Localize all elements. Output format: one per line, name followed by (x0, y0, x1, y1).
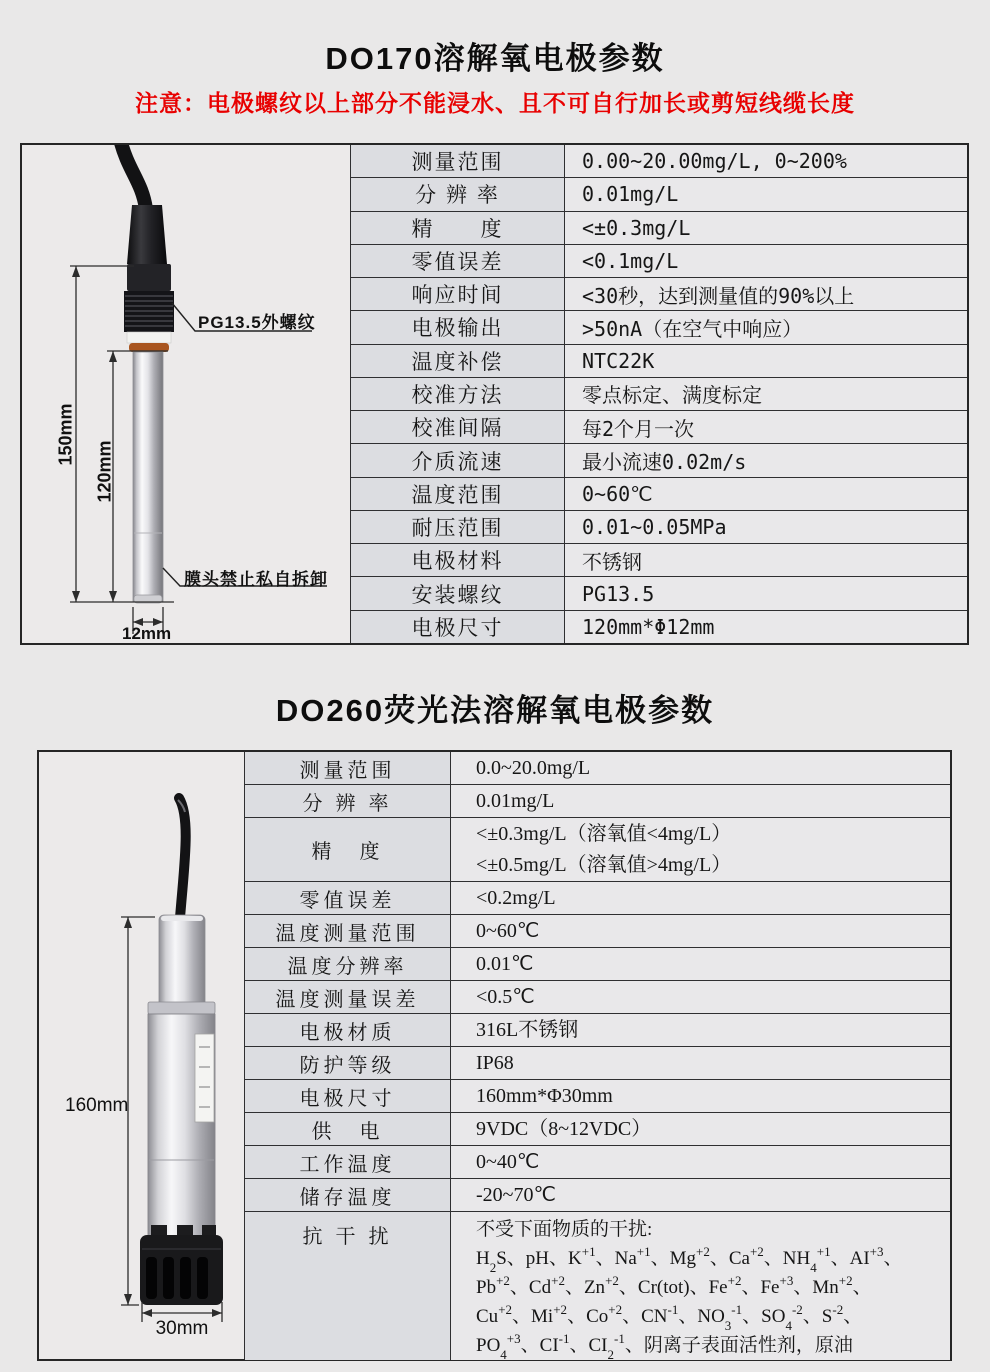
spec-value-line: $PO_4^{+3}$、$CI^{-1}$、$CI_2^{-1}$、阴离子表面活性剂，原油 (476, 1330, 853, 1362)
table-row (351, 577, 967, 610)
spec-label: 零值误差 (245, 882, 451, 914)
spec-value-line: $H_2S$、pH、$K^{+1}$、$Na^{+1}$、$Mg^{+2}$、$Ca^{+2}$、$NH_4^{+1}$、$AI^{+3}$、 (476, 1243, 903, 1275)
spec-label: 温度补偿 (351, 345, 565, 377)
spec-label: 供 电 (245, 1113, 451, 1145)
spec-value: 0.0~20.0mg/L (476, 756, 591, 779)
spec-label: 储存温度 (245, 1179, 451, 1211)
table-row (351, 544, 967, 577)
do260-panel (37, 750, 952, 1361)
spec-value: NTC22K (565, 345, 967, 377)
spec-value: 0.00~20.00mg/L, 0~200% (565, 145, 967, 177)
spec-label: 分 辨 率 (245, 785, 451, 817)
spec-value: >50nA（在空气中响应） (565, 311, 967, 343)
spec-value: <0.5℃ (476, 985, 535, 1008)
spec-value: <±0.5mg/L（溶氧值>4mg/L） (476, 853, 732, 876)
do260-spec-table (244, 752, 950, 1362)
table-row (351, 278, 967, 311)
spec-label: 温度测量范围 (245, 915, 451, 947)
table-row (245, 1146, 950, 1179)
spec-label: 温度分辨率 (245, 948, 451, 980)
do260-diagram (39, 752, 244, 1359)
do260-probe-illustration (39, 752, 244, 1359)
spec-label: 温度范围 (351, 478, 565, 510)
spec-label: 介质流速 (351, 444, 565, 476)
table-row (351, 212, 967, 245)
spec-value: <±0.3mg/L (565, 212, 967, 244)
spec-label: 防护等级 (245, 1047, 451, 1079)
table-row (245, 948, 950, 981)
table-row (245, 1179, 950, 1212)
do170-diagram (22, 145, 350, 643)
spec-label: 电极材料 (351, 544, 565, 576)
dim-12mm-label: 12mm (122, 624, 172, 643)
spec-label: 精 度 (245, 818, 451, 881)
spec-label: 校准方法 (351, 378, 565, 410)
table-row (351, 444, 967, 477)
spec-value: 0.01℃ (476, 952, 534, 975)
spec-value: 9VDC（8~12VDC） (476, 1117, 652, 1140)
spec-value-line: $Cu^{+2}$、$Mi^{+2}$、$Co^{+2}$、$CN^{-1}$、$NO_3^{-1}$、$SO_4^{-2}$、$S^{-2}$、 (476, 1301, 863, 1333)
table-row (351, 178, 967, 211)
spec-value: 0.01mg/L (476, 789, 555, 812)
table-row (245, 818, 950, 882)
table-row (351, 245, 967, 278)
spec-value: <0.1mg/L (565, 245, 967, 277)
table-row (351, 411, 967, 444)
table-row (351, 378, 967, 411)
table-row (351, 345, 967, 378)
table-row (245, 752, 950, 785)
spec-value: <±0.3mg/L（溶氧值<4mg/L） (476, 822, 732, 845)
spec-value: 120mm*Φ12mm (565, 611, 967, 643)
spec-value: 316L不锈钢 (476, 1018, 579, 1041)
warning-note: 注意：电极螺纹以上部分不能浸水、且不可自行加长或剪短线缆长度 (135, 90, 855, 116)
spec-label: 测量范围 (351, 145, 565, 177)
spec-value-line: $Pb^{+2}$、$Cd^{+2}$、$Zn^{+2}$、Cr(tot)、$Fe^{+2}$、$Fe^{+3}$、$Mn^{+2}$、 (476, 1272, 872, 1298)
do170-section-title: DO170溶解氧电极参数 (325, 41, 665, 76)
table-row (245, 981, 950, 1014)
dim-150mm-label: 150mm (55, 403, 76, 466)
dim-120mm-label: 120mm (94, 440, 115, 503)
table-row (245, 1080, 950, 1113)
spec-value: 每2个月一次 (565, 411, 967, 443)
spec-label: 响应时间 (351, 278, 565, 310)
table-row (351, 311, 967, 344)
spec-label: 校准间隔 (351, 411, 565, 443)
table-row (351, 511, 967, 544)
spec-value: 0~40℃ (476, 1150, 540, 1173)
spec-label: 电极输出 (351, 311, 565, 343)
spec-value: PG13.5 (565, 577, 967, 609)
membrane-callout-label: 膜头禁止私自拆卸 (184, 570, 328, 589)
spec-value: 不锈钢 (565, 544, 967, 576)
spec-value: 160mm*Φ30mm (476, 1084, 613, 1107)
spec-value: 0.01mg/L (565, 178, 967, 210)
spec-value: 0~60℃ (476, 919, 540, 942)
table-row (351, 611, 967, 643)
spec-label: 电极尺寸 (351, 611, 565, 643)
dim-30mm-label: 30mm (155, 1318, 209, 1339)
table-row (245, 915, 950, 948)
table-row (245, 785, 950, 818)
table-row (245, 1212, 950, 1360)
spec-label: 抗 干 扰 (245, 1212, 451, 1360)
do170-panel (20, 143, 969, 645)
spec-label: 电极材质 (245, 1014, 451, 1046)
spec-label: 耐压范围 (351, 511, 565, 543)
dim-160mm-label: 160mm (65, 1095, 129, 1116)
spec-label: 安装螺纹 (351, 577, 565, 609)
spec-label: 精 度 (351, 212, 565, 244)
spec-label: 分 辨 率 (351, 178, 565, 210)
spec-label: 电极尺寸 (245, 1080, 451, 1112)
spec-value: 最小流速0.02m/s (565, 444, 967, 476)
spec-value: 零点标定、满度标定 (565, 378, 967, 410)
table-row (245, 1047, 950, 1080)
spec-value: 0~60℃ (565, 478, 967, 510)
spec-value: <0.2mg/L (476, 886, 556, 909)
table-row (245, 1014, 950, 1047)
do170-spec-table (350, 145, 967, 643)
spec-label: 测量范围 (245, 752, 451, 784)
spec-value-line: 不受下面物质的干扰: (476, 1219, 653, 1240)
spec-label: 工作温度 (245, 1146, 451, 1178)
spec-value: <30秒，达到测量值的90%以上 (565, 278, 967, 310)
table-row (351, 145, 967, 178)
thread-callout-label: PG13.5外螺纹 (198, 313, 316, 332)
spec-label: 零值误差 (351, 245, 565, 277)
spec-value: -20~70℃ (476, 1183, 556, 1206)
table-row (351, 478, 967, 511)
table-row (245, 882, 950, 915)
spec-value: IP68 (476, 1051, 514, 1074)
spec-label: 温度测量误差 (245, 981, 451, 1013)
do260-section-title: DO260荧光法溶解氧电极参数 (275, 693, 715, 728)
spec-value: 0.01~0.05MPa (565, 511, 967, 543)
table-row (245, 1113, 950, 1146)
